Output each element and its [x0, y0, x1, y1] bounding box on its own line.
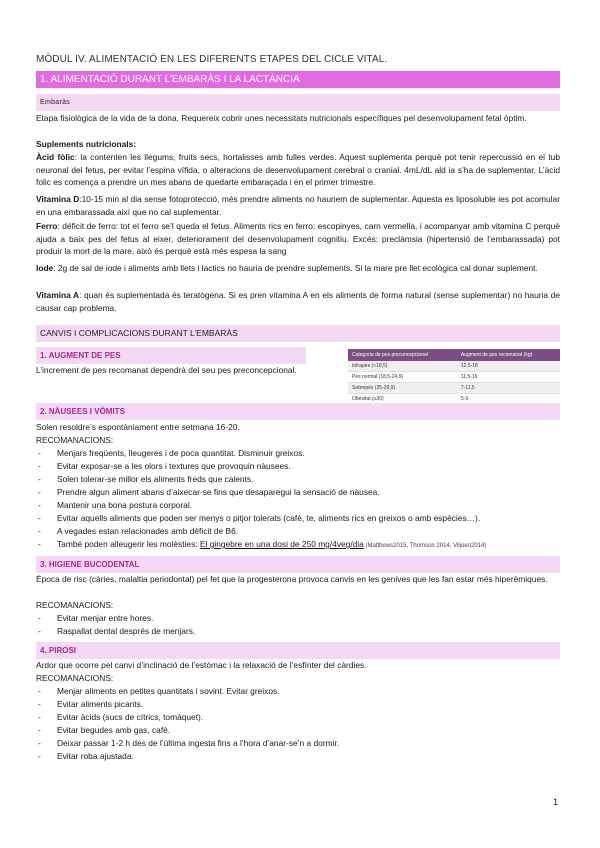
subheading-embaras: Embaràs [36, 94, 560, 111]
iron-label: Ferro [36, 221, 58, 231]
list-item: - Deixar passar 1-2 h des de l’última ingesta fins a l’hora d’anar-se’n a dormir. [36, 737, 560, 750]
gum-text: Època de risc (càries, malaltia periodontal) pel fet que la progesterona provoca canvis en les genives que les fan estar més hiperèmiques. [36, 574, 548, 584]
heartburn-title: 4. PIROSI [36, 642, 560, 659]
citation: (Matthews2015, Thomson 2014, Viljoen2014) [363, 543, 487, 549]
table-cell: 12,5-18 [457, 361, 560, 372]
table-header: Categoria de pes preconcepcional [348, 349, 457, 361]
iron-paragraph [36, 220, 560, 258]
heartburn-text: Ardor que ocorre pel canvi d’inclinació de l’estómac i la relaxació de l’esfínter del càrdies. [36, 660, 367, 670]
table-row [348, 372, 560, 383]
ginger-prefix: També poden alleugerir les molèsties: [57, 539, 200, 549]
table-cell: 7-11,5 [457, 383, 560, 394]
gum-rec-label: RECOMANACIONS: [36, 600, 114, 610]
iodine-label: Iode [36, 263, 54, 273]
vitd-paragraph [36, 193, 560, 218]
iodine-text: : 2g de sal de iode i aliments amb llets i lactics no hauria de prendre suplements. Si la mare pre llet ecològica cal donar suplement. [53, 263, 538, 273]
list-item: - Evitar roba ajustada. [36, 750, 560, 763]
gum-list [36, 612, 560, 638]
page-number: 1 [552, 797, 558, 807]
heartburn-rec-label: RECOMANACIONS: [36, 673, 114, 683]
weight-text: L’increment de pes recomanat dependrà del seu pes preconcepcional. [36, 365, 297, 375]
gum-title: 3. HIGIENE BUCODENTAL [36, 556, 560, 573]
table-cell: Pes normal (18,5-24,9) [348, 372, 457, 383]
table-cell: 11,5-16 [457, 372, 560, 383]
nausea-text: Solen resoldre’s espontàniament entre setmana 16-20. [36, 422, 240, 432]
table-row [348, 361, 560, 372]
changes-bar: CANVIS I COMPLICACIONS DURANT L’EMBARÀS [36, 325, 560, 342]
list-item: - A vegades estan relacionades amb dèficit de B6. [36, 525, 560, 538]
list-item: - Mantenir una bona postura corporal. [36, 499, 560, 512]
table-header-row [348, 349, 560, 361]
nausea-title: 2. NÀUSEES I VÒMITS [36, 403, 560, 420]
vita-label: Vitamina A [36, 290, 80, 300]
nausea-rec-label: RECOMANACIONS: [36, 435, 114, 445]
vita-paragraph [36, 289, 560, 314]
table-row [348, 383, 560, 394]
iodine-paragraph [36, 262, 560, 275]
nausea-list [36, 447, 560, 553]
list-item: - Evitar menjar entre hores. [36, 612, 560, 625]
list-item: - Evitar aquells aliments que poden ser menys o pitjor tolerats (cafè, te, aliments rics en greixos o amb espècies…). [36, 512, 560, 525]
list-item: - Evitar àcids (sucs de cítrics, tomàquet). [36, 711, 560, 724]
vita-text: : quan és suplementada és teratògena. Si es pren vitamina A en els aliments de forma natural (sense suplementar) no hauria de causar cap problema. [36, 290, 560, 313]
folic-paragraph [36, 151, 560, 189]
section-title: 1. ALIMENTACIÓ DURANT L’EMBARÀS I LA LACTÀNCIA [36, 71, 560, 88]
list-item: - Evitar begudes amb gas, cafè. [36, 724, 560, 737]
list-item: - Raspallat dental després de menjars. [36, 625, 560, 638]
list-item: - Evitar exposar-se a les olors i textures que provoquin nàusees. [36, 460, 560, 473]
table-cell: Obesitat (≥30) [348, 394, 457, 405]
weight-gain-table [348, 349, 560, 405]
list-item: - Prendre algun aliment abans d’aixecar-se fins que desaparegui la sensació de nàusea. [36, 486, 560, 499]
folic-label: Àcid fòlic [36, 152, 75, 162]
module-title: MÒDUL IV. ALIMENTACIÓ EN LES DIFERENTS ETAPES DEL CICLE VITAL. [36, 54, 388, 65]
list-item: - Evitar aliments picants. [36, 698, 560, 711]
folic-text: : la contenten les llegums, fruits secs, hortalisses amb fulles verdes. Aquest suplementa perquè pot tenir repercussió en el tub neuronal del fetus, per evitar l’espina vífida, o alteracions de desenvolupament cerebral o cranial. 4mL/dL ald ia s’ha de suplementar. L’àcid folic es comença a prendre un mes abans de quedarte embaraçada i en el primer trimestre. [36, 152, 560, 188]
weight-title: 1. AUGMENT DE PES [36, 347, 306, 364]
list-item [36, 538, 560, 553]
vitd-label: Vitamina D [36, 194, 80, 204]
heartburn-list [36, 685, 560, 763]
supplements-label: Suplements nutricionals: [36, 139, 137, 149]
ginger-dose: El gingebre en una dosi de 250 mg/4veg/dia [199, 539, 364, 549]
intro-paragraph: Etapa fisiològica de la vida de la dona. Requereix cobrir unes necessitats nutricionals específiques pel desenvolupament fetal òptim. [36, 113, 527, 123]
list-item: - Menjars freqüents, lleugeres i de poca quantitat. Disminuir greixos. [36, 447, 560, 460]
list-item: - Solen tolerar-se millor els aliments freds que calents. [36, 473, 560, 486]
table-cell: Infrapès (<18,5) [348, 361, 457, 372]
table-cell: Sobrepès (25-29,9) [348, 383, 457, 394]
vitd-text: :10-15 min al dia sense fotoprotecció, més prendre aliments no hauriem de suplementar. Aquesta es liposoluble ies pot acomular en una embarassada així que no cal suplementar. [36, 194, 560, 217]
table-cell: 5-9 [457, 394, 560, 405]
table-header: Augment de pes recomanat (kg) [457, 349, 560, 361]
iron-text: : déficit de ferro: tot el ferro se’l queda el fetus. Aliments rics en ferro: escopinyes, carn vermella, i acompanyar amb vitamina C perquè ajuda a baix pes del fetus al eixer, deteriorament del desenvolupament cognitiu. Excés: preclàmsia (hipertensió de l’embarassada) pot produir la mort de la mare, això és perquè està més espesa la sang [36, 221, 560, 257]
list-item: - Menjar aliments en petites quantitats i sovint. Evitar greixos. [36, 685, 560, 698]
